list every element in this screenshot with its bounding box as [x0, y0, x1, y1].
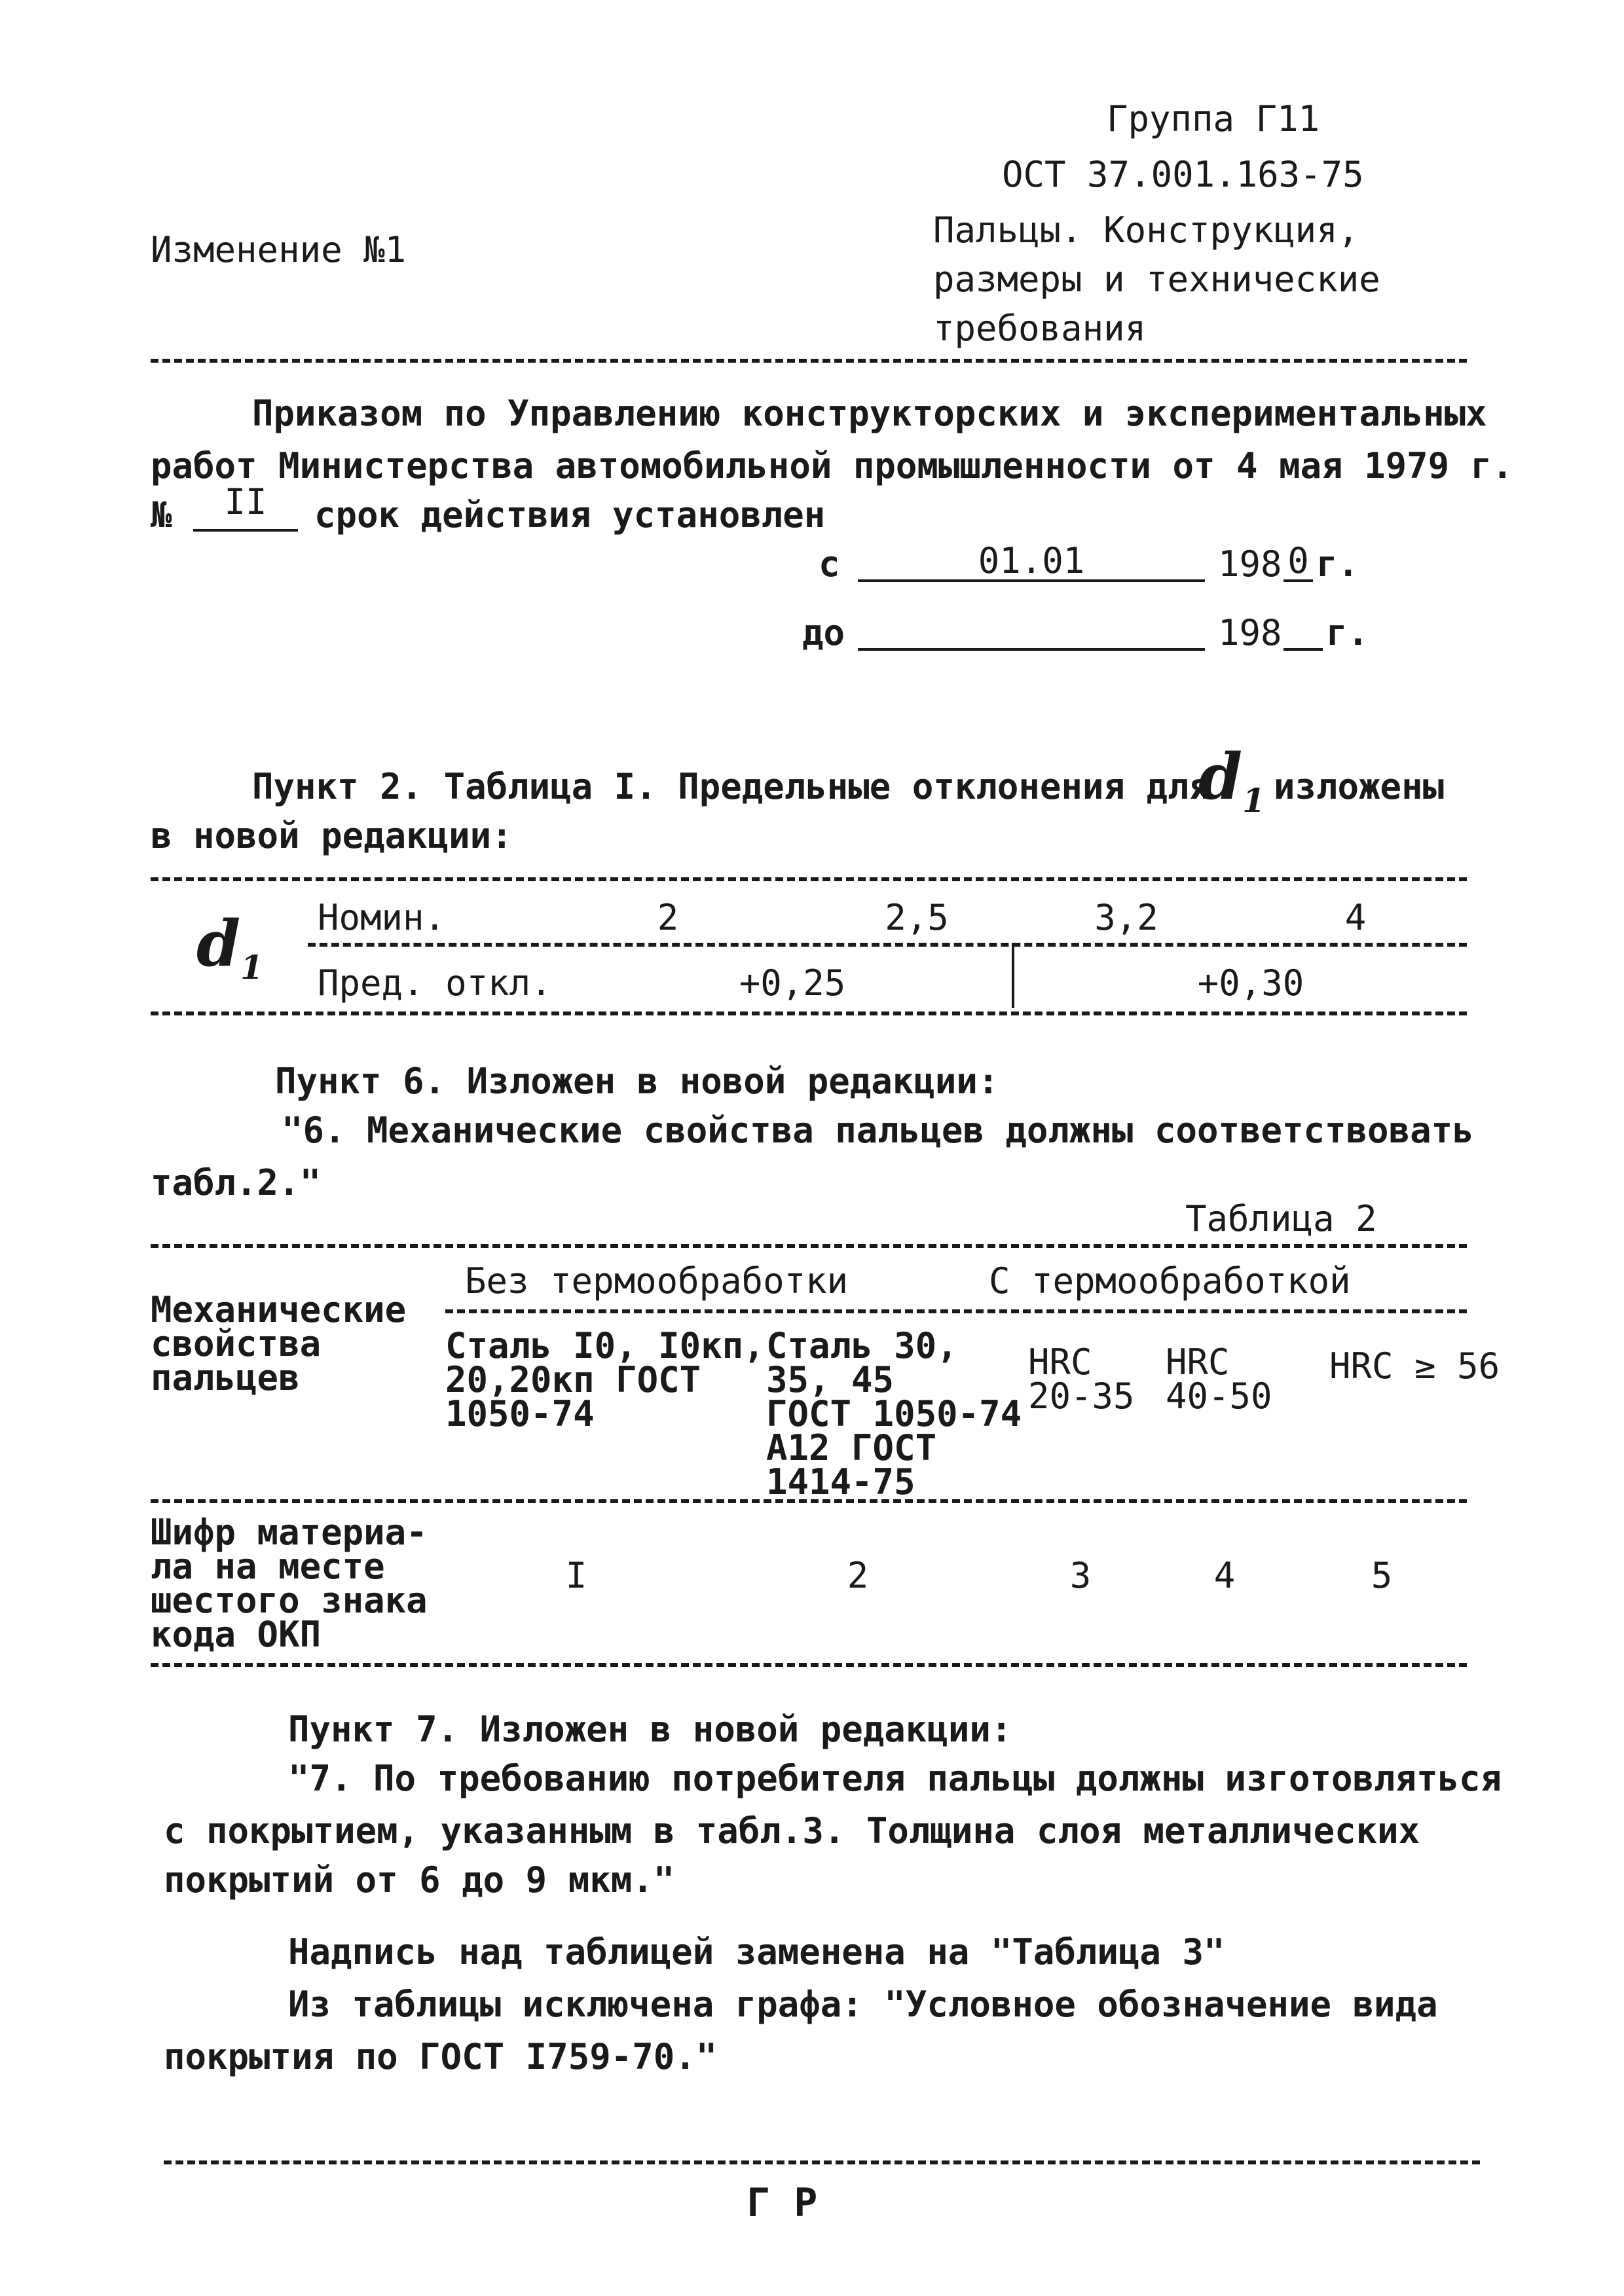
- table2-group2-header: С термообработкой: [989, 1260, 1351, 1302]
- item7-line-4: покрытий от 6 до 9 мкм.": [164, 1859, 675, 1901]
- item2-text-2: изложены: [1274, 766, 1445, 807]
- table1-top-rule: [151, 877, 1467, 881]
- table1-row1-label: Номин.: [318, 897, 446, 938]
- table1-separator: [1012, 943, 1014, 1008]
- header-divider: [151, 359, 1467, 363]
- table1-nominal: 3,2: [1094, 897, 1158, 938]
- table2-group1-header: Без термообработки: [465, 1260, 849, 1302]
- title-line-2: размеры и технические: [933, 259, 1380, 300]
- to-label: до: [802, 612, 845, 653]
- from-year: 198: [1218, 543, 1282, 585]
- change-number: Изменение №1: [151, 229, 407, 270]
- to-year: 198: [1218, 612, 1282, 653]
- table2-row-label: Шифр материа- ла на месте шестого знака кода ОКП: [151, 1512, 428, 1655]
- table2-code: I: [565, 1555, 587, 1596]
- d1-symbol: $d_1$: [1198, 740, 1265, 820]
- order-number-prefix: №: [151, 494, 172, 536]
- from-label: с: [819, 543, 840, 585]
- table2-title: Таблица 2: [1185, 1198, 1377, 1239]
- table1-bottom-rule: [151, 1011, 1467, 1015]
- table1-nominal: 4: [1344, 897, 1367, 938]
- order-number: II: [224, 481, 267, 522]
- table1-mid-rule: [308, 943, 1467, 947]
- table1-deviation: +0,30: [1197, 962, 1304, 1004]
- table2-top-rule: [151, 1244, 1467, 1248]
- table1-d1-symbol: $d_1$: [196, 907, 263, 987]
- table1-nominal: 2,5: [885, 897, 949, 938]
- table2-subheader: HRC 20-35: [1028, 1341, 1135, 1417]
- to-year-suffix: г.: [1326, 612, 1369, 653]
- group-label: Группа Г11: [1107, 98, 1320, 139]
- table2-header-rule: [445, 1309, 1467, 1313]
- table2-subheader: Сталь 30, 35, 45 ГОСТ 1050-74 А12 ГОСТ 1414-75: [766, 1325, 1022, 1503]
- from-year-suffix: г.: [1316, 543, 1359, 585]
- table2-code: 5: [1371, 1555, 1393, 1596]
- to-date-underline: [858, 648, 1205, 651]
- table2-code: 3: [1069, 1555, 1092, 1596]
- table2-bottom-rule: [151, 1663, 1467, 1667]
- order-line-2: работ Министерства автомобильной промышленности от 4 мая 1979 г.: [151, 445, 1513, 486]
- title-line-3: требования: [933, 308, 1147, 349]
- to-year-underline: [1283, 648, 1323, 651]
- item6-line-2: "6. Механические свойства пальцев должны соответствовать: [282, 1110, 1474, 1151]
- item2-text-1: Пункт 2. Таблица I. Предельные отклонения для: [252, 766, 1210, 807]
- from-date: 01.01: [978, 540, 1085, 581]
- table1-deviation: +0,25: [739, 962, 846, 1004]
- footer-rule: [164, 2160, 1480, 2164]
- order-line-1: Приказом по Управлению конструкторских и экспериментальных: [252, 393, 1487, 434]
- table2-subheader: Сталь I0, I0кп, 20,20кп ГОСТ 1050-74: [445, 1325, 765, 1434]
- table1-nominal: 2: [657, 897, 679, 938]
- item7-line-6: Из таблицы исключена графа: "Условное обозначение вида: [288, 1984, 1438, 2025]
- item7-line-1: Пункт 7. Изложен в новой редакции:: [288, 1709, 1012, 1750]
- item7-line-5: Надпись над таблицей заменена на "Таблица 3": [288, 1931, 1225, 1973]
- from-year-digit: 0: [1287, 540, 1309, 581]
- table2-code: 2: [847, 1555, 869, 1596]
- table2-subheader: HRC 40-50: [1166, 1341, 1272, 1417]
- table2-subheader: HRC ≥ 56: [1329, 1345, 1500, 1387]
- order-number-underline: [193, 529, 298, 532]
- order-line-3: срок действия установлен: [314, 494, 826, 536]
- table2-col0-header: Механические свойства пальцев: [151, 1289, 407, 1398]
- footer-mark: Г Р: [747, 2180, 818, 2226]
- table2-mid-rule: [151, 1499, 1467, 1503]
- item7-line-2: "7. По требованию потребителя пальцы должны изготовляться: [288, 1758, 1502, 1799]
- item7-line-7: покрытия по ГОСТ I759-70.": [164, 2036, 718, 2077]
- item6-line-1: Пункт 6. Изложен в новой редакции:: [275, 1061, 999, 1102]
- table2-code: 4: [1213, 1555, 1236, 1596]
- title-line-1: Пальцы. Конструкция,: [933, 210, 1359, 251]
- item2-text-3: в новой редакции:: [151, 815, 513, 856]
- from-date-underline: [858, 579, 1205, 582]
- from-year-underline: [1283, 579, 1313, 582]
- item6-line-3: табл.2.": [151, 1162, 322, 1203]
- table1-row2-label: Пред. откл.: [318, 962, 552, 1004]
- item7-line-3: с покрытием, указанным в табл.3. Толщина слоя металлических: [164, 1810, 1420, 1851]
- standard-number: ОСТ 37.001.163-75: [1002, 154, 1364, 195]
